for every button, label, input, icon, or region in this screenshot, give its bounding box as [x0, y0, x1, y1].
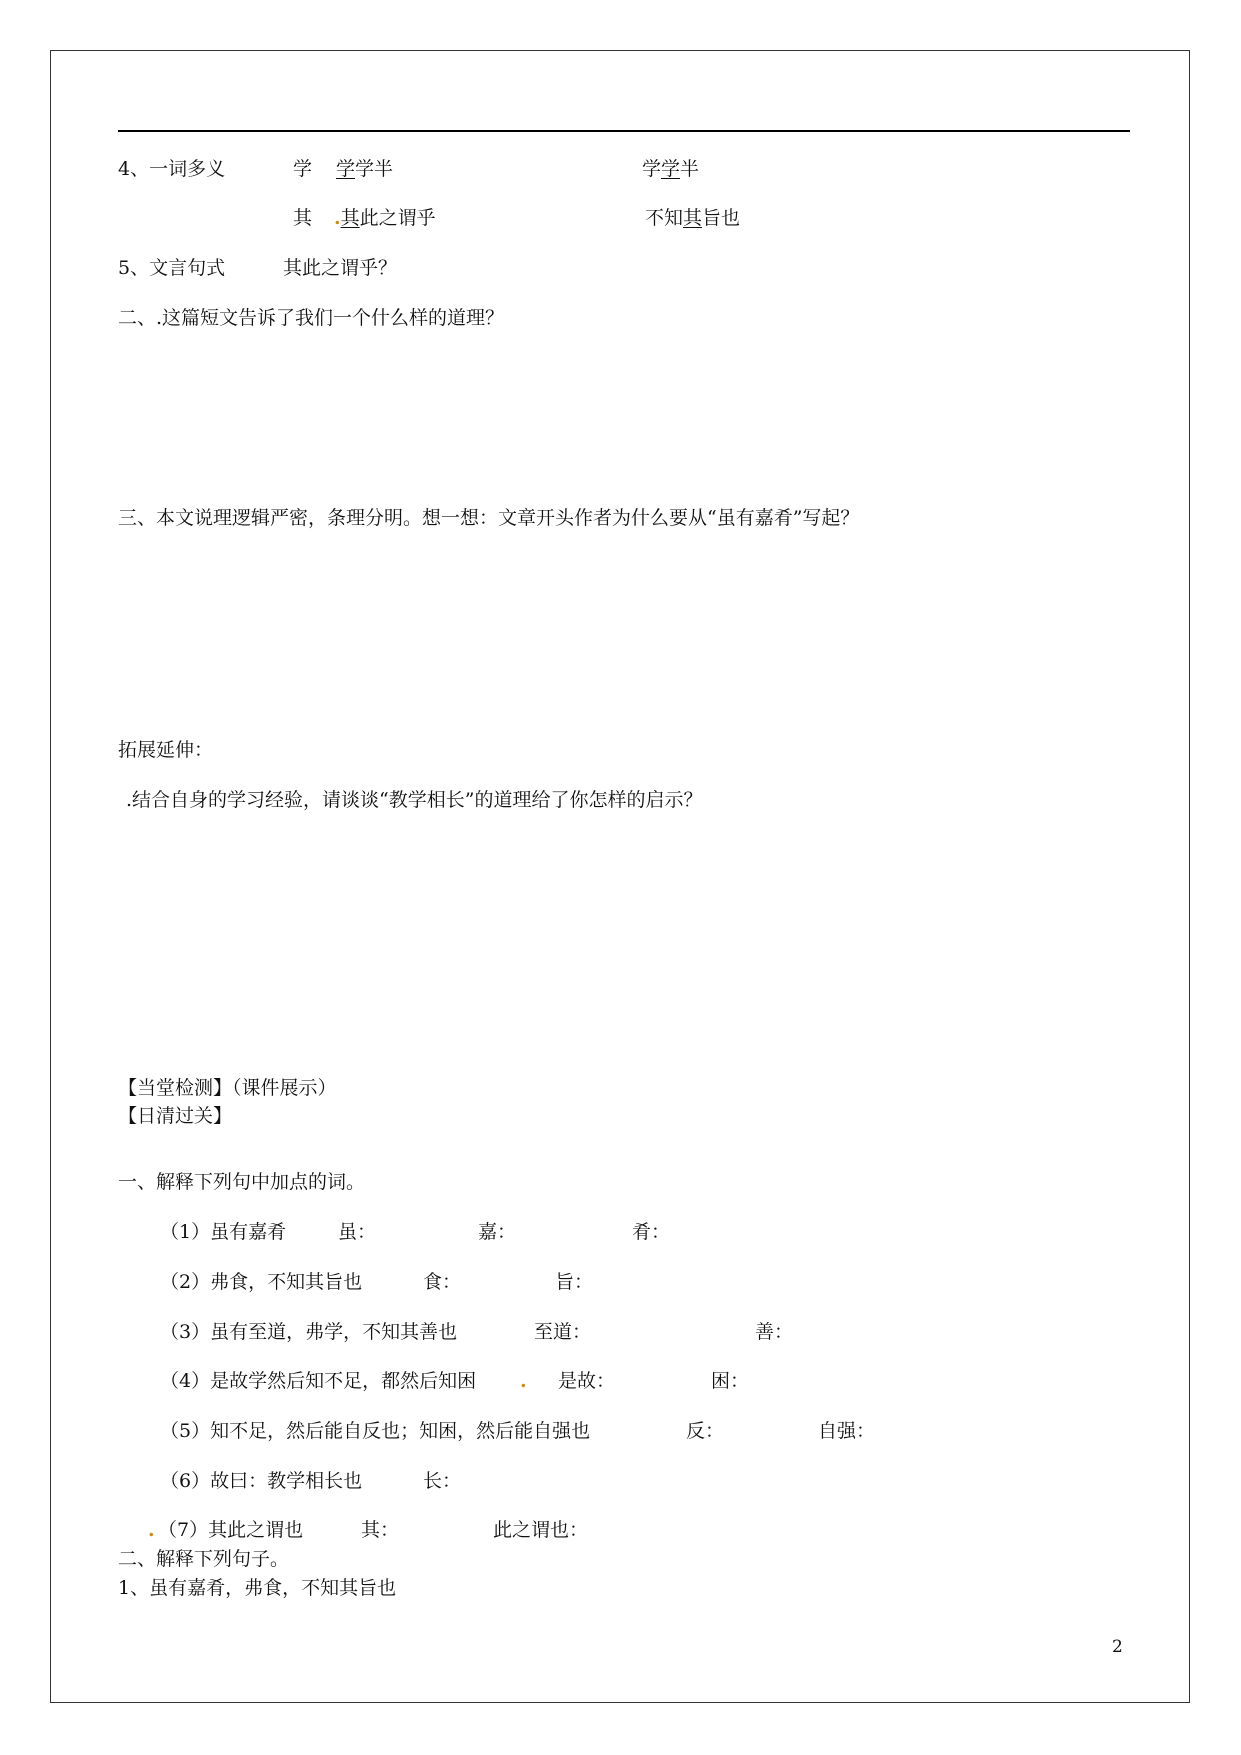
question-2: 二、.这篇短文告诉了我们一个什么样的道理？: [118, 307, 505, 329]
polysemy-example-qi-2: 不知其旨也: [645, 207, 741, 229]
item-3-blank-2: 善：: [755, 1321, 794, 1343]
item-7-sentence: （7）其此之谓也: [158, 1519, 304, 1541]
header-rule: [118, 130, 1130, 132]
daily-check-heading: 【日清过关】: [118, 1105, 233, 1127]
section2-item-1: 1、虽有嘉肴，弗食，不知其旨也: [118, 1577, 397, 1599]
section1-title: 一、解释下列句中加点的词。: [118, 1171, 366, 1193]
section2-title: 二、解释下列句子。: [118, 1548, 290, 1570]
underlined-word: 其: [340, 207, 360, 229]
polysemy-example-qi-1: .其此之谓乎: [334, 207, 436, 229]
item-5-sentence: （5）知不足，然后能自反也；知困，然后能自强也: [160, 1420, 591, 1442]
item-1-sentence: （1）虽有嘉肴: [160, 1221, 287, 1243]
emphasis-dot: .: [148, 1519, 155, 1541]
underlined-word: 学: [336, 158, 356, 180]
page-number: 2: [1112, 1637, 1123, 1657]
item-1-blank-2: 嘉：: [478, 1221, 517, 1243]
item-5-blank-1: 反：: [686, 1420, 725, 1442]
polysemy-head-xue: 学: [293, 158, 313, 180]
underlined-word: 其: [683, 207, 703, 229]
emphasis-dot: .: [334, 207, 341, 229]
part5-sentence: 其此之谓乎？: [283, 257, 398, 279]
item-4-blank-2: 困：: [711, 1370, 750, 1392]
item-3-sentence: （3）虽有至道，弗学，不知其善也: [160, 1321, 458, 1343]
polysemy-example-xue-1: 学学半: [336, 158, 394, 180]
page-border: [50, 50, 1190, 1703]
part5-label: 5、文言句式: [118, 257, 226, 279]
item-4-sentence: （4）是故学然后知不足，都然后知困: [160, 1370, 477, 1392]
check-heading: 【当堂检测】（课件展示）: [118, 1077, 337, 1099]
item-5-blank-2: 自强：: [818, 1420, 876, 1442]
item-2-blank-1: 食：: [423, 1271, 462, 1293]
item-6-sentence: （6）故曰：教学相长也: [160, 1470, 363, 1492]
item-1-blank-3: 肴：: [632, 1221, 671, 1243]
item-4-blank-1: 是故：: [558, 1370, 616, 1392]
extension-heading: 拓展延伸：: [118, 739, 214, 761]
item-2-sentence: （2）弗食，不知其旨也: [160, 1271, 363, 1293]
polysemy-head-qi: 其: [293, 207, 313, 229]
question-3: 三、本文说理逻辑严密，条理分明。想一想：文章开头作者为什么要从“虽有嘉肴”写起？: [118, 507, 860, 529]
item-2-blank-2: 旨：: [555, 1271, 594, 1293]
extension-question: .结合自身的学习经验，请谈谈“教学相长”的道理给了你怎样的启示？: [126, 789, 703, 811]
item-3-blank-1: 至道：: [534, 1321, 592, 1343]
part4-label: 4、一词多义: [118, 158, 226, 180]
emphasis-dot: .: [520, 1370, 527, 1392]
polysemy-example-xue-2: 学学半: [642, 158, 700, 180]
underlined-word: 学: [661, 158, 681, 180]
item-6-blank-1: 长：: [423, 1470, 462, 1492]
item-7-blank-2: 此之谓也：: [493, 1519, 589, 1541]
item-1-blank-1: 虽：: [338, 1221, 377, 1243]
item-7-blank-1: 其：: [361, 1519, 400, 1541]
